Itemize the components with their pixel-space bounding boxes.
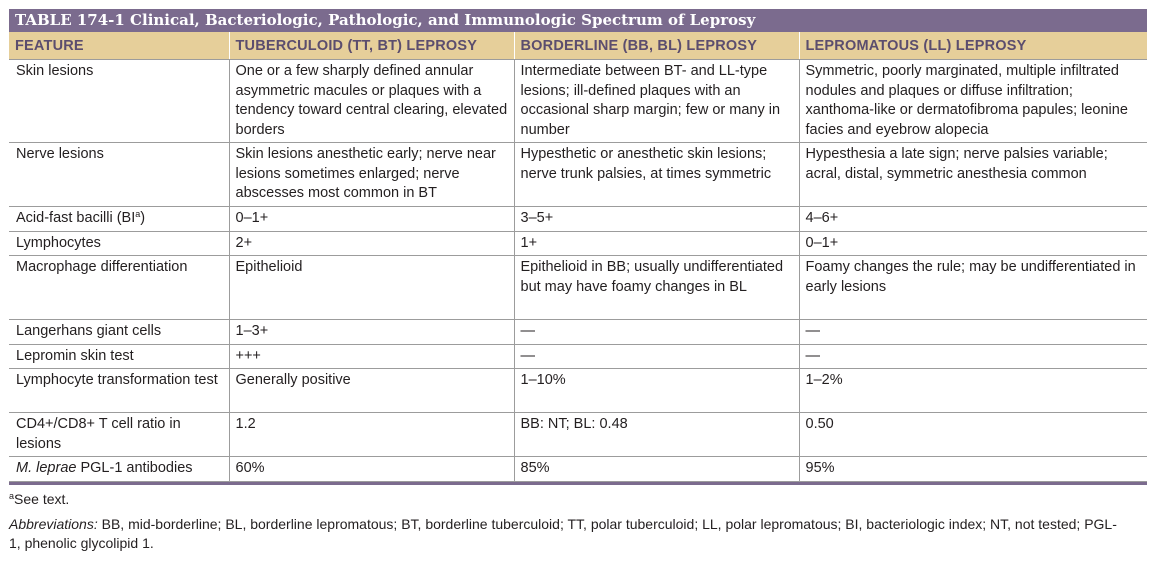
feature-cell: CD4+/CD8+ T cell ratio in lesions bbox=[9, 413, 229, 457]
feature-text-end: ) bbox=[140, 210, 146, 226]
borderline-cell: BB: NT; BL: 0.48 bbox=[514, 413, 799, 457]
borderline-cell: — bbox=[514, 320, 799, 345]
lepromatous-cell: Foamy changes the rule; may be undifferentiated in early lesions bbox=[799, 256, 1147, 320]
borderline-cell: 1–10% bbox=[514, 369, 799, 413]
borderline-cell: Hypesthetic or anesthetic skin lesions; nerve trunk palsies, at times symmetric bbox=[514, 143, 799, 207]
leprosy-table-figure bbox=[9, 9, 1147, 553]
lepromatous-cell: 4–6+ bbox=[799, 207, 1147, 232]
feature-cell: Macrophage differentiation bbox=[9, 256, 229, 320]
table-row bbox=[9, 143, 1147, 207]
lepromatous-cell: Hypesthesia a late sign; nerve palsies variable; acral, distal, symmetric anesthesia common bbox=[799, 143, 1147, 207]
lepromatous-cell: 0.50 bbox=[799, 413, 1147, 457]
lepromatous-cell: 1–2% bbox=[799, 369, 1147, 413]
borderline-cell: — bbox=[514, 344, 799, 369]
lepromatous-cell: Symmetric, poorly marginated, multiple infiltrated nodules and plaques or diffuse infiltration; xanthoma-like or dermatofibroma papules; leonine facies and eyebrow alopecia bbox=[799, 60, 1147, 143]
footnote bbox=[9, 491, 1147, 507]
footnote-marker: a bbox=[9, 490, 15, 501]
lepromatous-cell: 95% bbox=[799, 457, 1147, 482]
table-bottom-rule bbox=[9, 482, 1147, 485]
footnote-text: See text. bbox=[14, 490, 70, 507]
table-row bbox=[9, 413, 1147, 457]
tuberculoid-cell: Skin lesions anesthetic early; nerve near lesions sometimes enlarged; nerve abscesses most common in BT bbox=[229, 143, 514, 207]
borderline-cell: Intermediate between BT- and LL-type lesions; ill-defined plaques with an occasional sharp margin; few or many in number bbox=[514, 60, 799, 143]
tuberculoid-cell: Epithelioid bbox=[229, 256, 514, 320]
borderline-cell: 85% bbox=[514, 457, 799, 482]
table-title: TABLE 174-1 Clinical, Bacteriologic, Pathologic, and Immunologic Spectrum of Leprosy bbox=[9, 9, 1147, 32]
table-row bbox=[9, 320, 1147, 345]
lepromatous-cell: — bbox=[799, 320, 1147, 345]
abbreviations bbox=[9, 515, 1147, 553]
species-name: M. leprae bbox=[16, 460, 77, 476]
borderline-cell: 1+ bbox=[514, 231, 799, 256]
feature-cell bbox=[9, 457, 229, 482]
feature-cell: Lymphocyte transformation test bbox=[9, 369, 229, 413]
tuberculoid-cell: Generally positive bbox=[229, 369, 514, 413]
tuberculoid-cell: 1.2 bbox=[229, 413, 514, 457]
table-row bbox=[9, 256, 1147, 320]
feature-cell: Lepromin skin test bbox=[9, 344, 229, 369]
tuberculoid-cell: 60% bbox=[229, 457, 514, 482]
tuberculoid-cell: 0–1+ bbox=[229, 207, 514, 232]
feature-cell bbox=[9, 207, 229, 232]
tuberculoid-cell: 2+ bbox=[229, 231, 514, 256]
feature-cell: Skin lesions bbox=[9, 60, 229, 143]
feature-cell: Lymphocytes bbox=[9, 231, 229, 256]
header-tuberculoid: TUBERCULOID (TT, BT) LEPROSY bbox=[229, 32, 514, 60]
abbreviations-text: BB, mid-borderline; BL, borderline lepromatous; BT, borderline tuberculoid; TT, polar tuberculoid; LL, polar lepromatous; BI, bacteriologic index; NT, not tested; PGL-1, phenolic glycolipid 1. bbox=[9, 515, 1117, 551]
tuberculoid-cell: +++ bbox=[229, 344, 514, 369]
table-row bbox=[9, 457, 1147, 482]
lepromatous-cell: — bbox=[799, 344, 1147, 369]
borderline-cell: Epithelioid in BB; usually undifferentiated but may have foamy changes in BL bbox=[514, 256, 799, 320]
lepromatous-cell: 0–1+ bbox=[799, 231, 1147, 256]
header-lepromatous: LEPROMATOUS (LL) LEPROSY bbox=[799, 32, 1147, 60]
tuberculoid-cell: One or a few sharply defined annular asymmetric macules or plaques with a tendency toward central clearing, elevated borders bbox=[229, 60, 514, 143]
footnote-marker: a bbox=[135, 209, 141, 219]
borderline-cell: 3–5+ bbox=[514, 207, 799, 232]
table-row bbox=[9, 231, 1147, 256]
abbreviations-label: Abbreviations: bbox=[9, 515, 98, 532]
table-row bbox=[9, 207, 1147, 232]
feature-text: PGL-1 antibodies bbox=[76, 460, 193, 476]
tuberculoid-cell: 1–3+ bbox=[229, 320, 514, 345]
spectrum-table bbox=[9, 32, 1147, 482]
table-row bbox=[9, 60, 1147, 143]
table-row bbox=[9, 344, 1147, 369]
feature-text: Acid-fast bacilli (BI bbox=[16, 210, 136, 226]
header-row bbox=[9, 32, 1147, 60]
table-row bbox=[9, 369, 1147, 413]
header-feature: FEATURE bbox=[9, 32, 229, 60]
feature-cell: Langerhans giant cells bbox=[9, 320, 229, 345]
header-borderline: BORDERLINE (BB, BL) LEPROSY bbox=[514, 32, 799, 60]
feature-cell: Nerve lesions bbox=[9, 143, 229, 207]
